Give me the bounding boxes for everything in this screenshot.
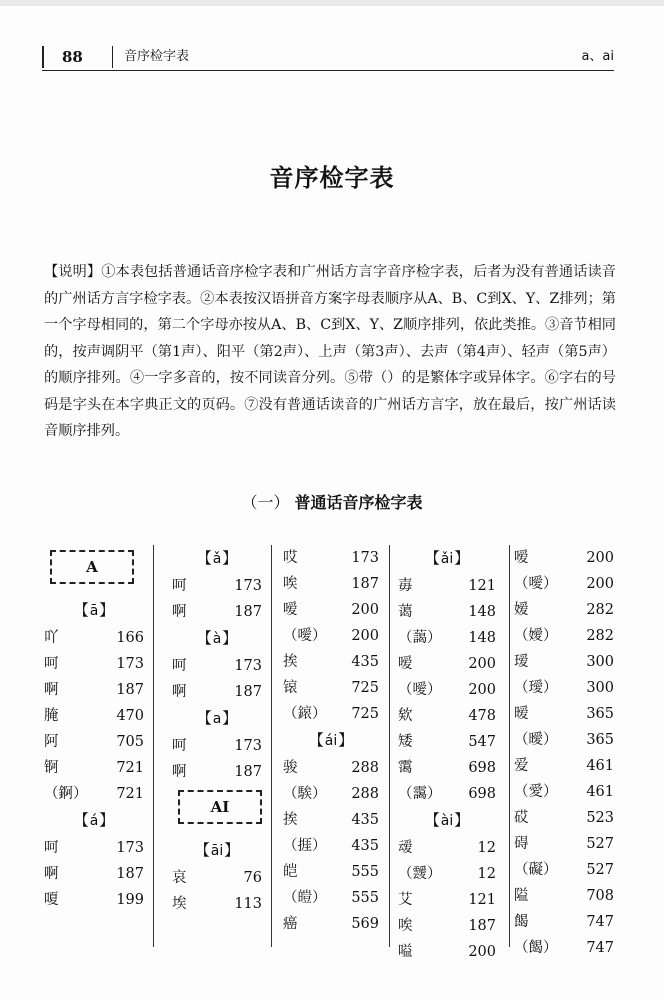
entry-page: 698 [468, 760, 496, 776]
entry-character: 唉 [398, 918, 413, 934]
entry-character: （靄） [398, 786, 442, 802]
entry-page: 478 [468, 708, 496, 724]
entry-page: 121 [468, 578, 496, 594]
entry-character: 呵 [44, 840, 59, 856]
bracket-left: 【 [194, 841, 210, 859]
index-entry [44, 755, 144, 781]
entry-page: 199 [116, 892, 144, 908]
entry-page: 113 [234, 896, 262, 912]
index-entry [44, 729, 144, 755]
entry-character: 吖 [44, 630, 59, 646]
section-number: （一） [241, 493, 290, 512]
index-entry [44, 677, 144, 703]
entry-page: 173 [116, 656, 144, 672]
entry-character: （噯） [283, 628, 327, 644]
column-divider [271, 545, 272, 947]
index-entry [398, 781, 496, 807]
entry-character: 锕 [44, 760, 59, 776]
entry-character: （藹） [398, 630, 442, 646]
bracket-left: 【 [196, 709, 212, 727]
bracket-left: 【 [196, 549, 212, 567]
column-divider [509, 545, 510, 947]
page-title: 音序检字表 [269, 163, 395, 192]
entry-character: 啊 [172, 764, 187, 780]
entry-character: 艾 [398, 892, 413, 908]
index-entry [283, 675, 379, 701]
pinyin-heading [172, 705, 262, 731]
entry-character: （噯） [398, 682, 442, 698]
entry-page: 187 [351, 576, 379, 592]
index-entry [44, 625, 144, 651]
entry-character: 嗄 [44, 892, 59, 908]
pinyin-syllable: ái [324, 733, 338, 749]
index-entry [172, 653, 262, 679]
index-entry [514, 909, 614, 935]
section-letter-box: A [50, 550, 134, 584]
entry-character: （璦） [514, 680, 558, 696]
entry-character: 皑 [283, 864, 298, 880]
index-entry [514, 727, 614, 753]
bracket-right: 】 [222, 629, 238, 647]
entry-character: 隘 [514, 888, 529, 904]
index-column-5 [514, 545, 614, 956]
index-entry [514, 935, 614, 961]
pinyin-syllable: ǎ [212, 551, 222, 567]
intro-paragraph: 【说明】①本表包括普通话音序检字表和广州话方言字音序检字表，后者为没有普通话读音的广州话方言字检字表。②本表按汉语拼音方案字母表顺序从A、B、C到X、Y、Z排列；第一个字母相同的，第二个字母亦按从A、B、C到X、Y、Z顺序排列，依此类推。③音节相同的，按声调阴平（第1声）、阳平（第2声）、上声（第3声）、去声（第4声）、轻声（第5声）的顺序排列。④一字多音的，按不同读音分列。⑤带（）的是繁体字或异体字。⑥字右的号码是字头在本字典正文的页码。⑦没有普通话读音的广州话方言字，放在最后，按广州话读音顺序排列。 [44, 264, 616, 439]
entry-character: 呵 [172, 658, 187, 674]
index-entry [514, 779, 614, 805]
index-entry [283, 571, 379, 597]
entry-page: 523 [586, 810, 614, 826]
index-entry [398, 755, 496, 781]
entry-page: 725 [351, 680, 379, 696]
index-entry [44, 651, 144, 677]
index-entry [283, 701, 379, 727]
index-entry [398, 703, 496, 729]
index-entry [398, 677, 496, 703]
entry-page: 698 [468, 786, 496, 802]
entry-page: 721 [116, 760, 144, 776]
entry-character: （騃） [283, 786, 327, 802]
entry-character: 霭 [398, 760, 413, 776]
index-entry [514, 831, 614, 857]
index-entry [398, 835, 496, 861]
index-entry [283, 623, 379, 649]
index-column-3 [283, 545, 379, 947]
entry-page: 555 [351, 864, 379, 880]
entry-page: 708 [586, 888, 614, 904]
entry-character: 骏 [283, 760, 298, 776]
bracket-left: 【 [73, 811, 89, 829]
index-entry [398, 729, 496, 755]
entry-page: 187 [116, 682, 144, 698]
index-entry [172, 599, 262, 625]
entry-page: 461 [586, 784, 614, 800]
pinyin-syllable: a [212, 711, 222, 727]
index-entry [514, 883, 614, 909]
entry-page: 435 [351, 838, 379, 854]
index-entry [44, 703, 144, 729]
entry-page: 300 [586, 654, 614, 670]
entry-character: 暧 [514, 706, 529, 722]
index-entry [398, 573, 496, 599]
index-entry [283, 807, 379, 833]
index-entry [514, 857, 614, 883]
entry-character: （嬡） [514, 628, 558, 644]
pinyin-syllable: à [212, 631, 222, 647]
top-strip [0, 0, 664, 6]
entry-character: （鎄） [283, 706, 327, 722]
column-divider [389, 545, 390, 947]
index-entry [283, 755, 379, 781]
entry-page: 173 [234, 658, 262, 674]
entry-page: 173 [116, 840, 144, 856]
bracket-right: 】 [99, 601, 115, 619]
entry-page: 187 [468, 918, 496, 934]
entry-character: 矮 [398, 734, 413, 750]
entry-character: 阿 [44, 734, 59, 750]
entry-character: 碍 [514, 836, 529, 852]
entry-page: 187 [234, 764, 262, 780]
index-entry [514, 675, 614, 701]
entry-page: 527 [586, 862, 614, 878]
entry-page: 173 [234, 578, 262, 594]
index-entry [172, 679, 262, 705]
entry-character: 嗳 [398, 656, 413, 672]
entry-character: 癌 [283, 916, 298, 932]
pinyin-heading [283, 727, 379, 753]
entry-page: 435 [351, 654, 379, 670]
column-divider [153, 545, 154, 947]
entry-page: 747 [586, 914, 614, 930]
entry-character: 挨 [283, 812, 298, 828]
entry-character: 呵 [172, 738, 187, 754]
index-entry [398, 861, 496, 887]
entry-page: 300 [586, 680, 614, 696]
entry-page: 200 [586, 576, 614, 592]
entry-character: （靉） [398, 866, 442, 882]
index-entry [172, 733, 262, 759]
header-section: a、ai [581, 49, 614, 64]
index-entry [283, 649, 379, 675]
bracket-right: 】 [222, 549, 238, 567]
bracket-left: 【 [424, 549, 440, 567]
entry-character: 嫒 [514, 602, 529, 618]
index-entry [398, 625, 496, 651]
entry-page: 187 [234, 684, 262, 700]
entry-page: 725 [351, 706, 379, 722]
entry-page: 121 [468, 892, 496, 908]
entry-character: 呵 [44, 656, 59, 672]
index-entry [514, 649, 614, 675]
index-entry [172, 573, 262, 599]
index-entry [283, 885, 379, 911]
entry-character: 啊 [172, 604, 187, 620]
index-entry [172, 865, 262, 891]
pinyin-syllable: ā [89, 603, 99, 619]
entry-page: 705 [116, 734, 144, 750]
entry-character: （錒） [44, 786, 88, 802]
entry-page: 282 [586, 602, 614, 618]
bracket-left: 【 [73, 601, 89, 619]
entry-page: 12 [477, 840, 496, 856]
entry-character: 蔼 [398, 604, 413, 620]
entry-page: 173 [351, 550, 379, 566]
entry-character: 挨 [283, 654, 298, 670]
bracket-left: 【 [196, 629, 212, 647]
section-title: 普通话音序检字表 [294, 493, 423, 512]
entry-page: 282 [586, 628, 614, 644]
index-entry [283, 545, 379, 571]
index-entry [44, 861, 144, 887]
bracket-right: 】 [224, 841, 240, 859]
entry-character: （曖） [514, 732, 558, 748]
page-number: 88 [42, 46, 113, 68]
section-letter-box: AI [178, 790, 262, 824]
index-entry [514, 597, 614, 623]
entry-character: 嗳 [514, 550, 529, 566]
index-entry [172, 891, 262, 917]
entry-character: 叆 [398, 840, 413, 856]
header-title: 音序检字表 [124, 49, 190, 64]
pinyin-syllable: ài [440, 813, 454, 829]
index-entry [398, 939, 496, 965]
index-entry [514, 701, 614, 727]
entry-page: 365 [586, 732, 614, 748]
bracket-right: 】 [454, 549, 470, 567]
entry-character: 啊 [44, 682, 59, 698]
entry-page: 187 [234, 604, 262, 620]
index-entry [172, 759, 262, 785]
entry-page: 288 [351, 760, 379, 776]
index-entry [283, 911, 379, 937]
index-entry [514, 571, 614, 597]
entry-character: （皚） [283, 890, 327, 906]
pinyin-syllable: ǎi [440, 551, 454, 567]
entry-page: 555 [351, 890, 379, 906]
bracket-right: 】 [454, 811, 470, 829]
entry-page: 200 [586, 550, 614, 566]
index-entry [283, 781, 379, 807]
pinyin-syllable: āi [210, 843, 224, 859]
entry-character: 唉 [283, 576, 298, 592]
entry-page: 166 [116, 630, 144, 646]
entry-page: 148 [468, 604, 496, 620]
entry-character: 毐 [398, 578, 413, 594]
entry-character: （餲） [514, 940, 558, 956]
entry-character: 餲 [514, 914, 529, 930]
entry-character: 呵 [172, 578, 187, 594]
index-entry [398, 913, 496, 939]
pinyin-heading [172, 625, 262, 651]
entry-character: 哀 [172, 870, 187, 886]
entry-character: 爱 [514, 758, 529, 774]
entry-character: 锿 [283, 680, 298, 696]
entry-page: 470 [116, 708, 144, 724]
entry-character: 啊 [172, 684, 187, 700]
entry-page: 721 [116, 786, 144, 802]
entry-character: （礙） [514, 862, 558, 878]
pinyin-heading [398, 545, 496, 571]
entry-page: 200 [351, 628, 379, 644]
entry-character: （捱） [283, 838, 327, 854]
bracket-right: 】 [338, 731, 354, 749]
entry-character: （噯） [514, 576, 558, 592]
index-entry [283, 859, 379, 885]
index-entry [283, 833, 379, 859]
index-entry [44, 781, 144, 807]
entry-page: 569 [351, 916, 379, 932]
entry-character: 砹 [514, 810, 529, 826]
entry-page: 200 [468, 944, 496, 960]
pinyin-heading [44, 807, 144, 833]
index-column-1 [44, 545, 144, 947]
entry-page: 288 [351, 786, 379, 802]
entry-page: 461 [586, 758, 614, 774]
entry-page: 547 [468, 734, 496, 750]
entry-character: 啊 [44, 866, 59, 882]
entry-character: 腌 [44, 708, 59, 724]
entry-page: 365 [586, 706, 614, 722]
entry-character: 欸 [398, 708, 413, 724]
entry-character: 埃 [172, 896, 187, 912]
entry-page: 76 [243, 870, 262, 886]
bracket-left: 【 [424, 811, 440, 829]
pinyin-heading [398, 807, 496, 833]
bracket-right: 】 [99, 811, 115, 829]
entry-page: 200 [351, 602, 379, 618]
index-entry [44, 835, 144, 861]
pinyin-syllable: á [89, 813, 99, 829]
entry-page: 187 [116, 866, 144, 882]
pinyin-heading [44, 597, 144, 623]
pinyin-heading [172, 545, 262, 571]
pinyin-heading [172, 837, 262, 863]
index-entry [283, 597, 379, 623]
entry-page: 12 [477, 866, 496, 882]
entry-character: 瑷 [514, 654, 529, 670]
section-subtitle [0, 490, 664, 513]
index-entry [398, 599, 496, 625]
index-entry [514, 623, 614, 649]
index-entry [514, 805, 614, 831]
entry-page: 200 [468, 656, 496, 672]
index-entry [514, 545, 614, 571]
running-header [42, 44, 614, 71]
bracket-left: 【 [308, 731, 324, 749]
index-entry [514, 753, 614, 779]
entry-page: 148 [468, 630, 496, 646]
entry-page: 527 [586, 836, 614, 852]
entry-character: 嗌 [398, 944, 413, 960]
entry-character: （愛） [514, 784, 558, 800]
entry-page: 200 [468, 682, 496, 698]
entry-page: 173 [234, 738, 262, 754]
index-column-2 [172, 545, 262, 947]
index-entry [44, 887, 144, 913]
index-entry [398, 651, 496, 677]
entry-character: 哎 [283, 550, 298, 566]
index-column-4 [398, 545, 496, 960]
entry-page: 747 [586, 940, 614, 956]
entry-character: 嗳 [283, 602, 298, 618]
index-entry [398, 887, 496, 913]
bracket-right: 】 [222, 709, 238, 727]
entry-page: 435 [351, 812, 379, 828]
